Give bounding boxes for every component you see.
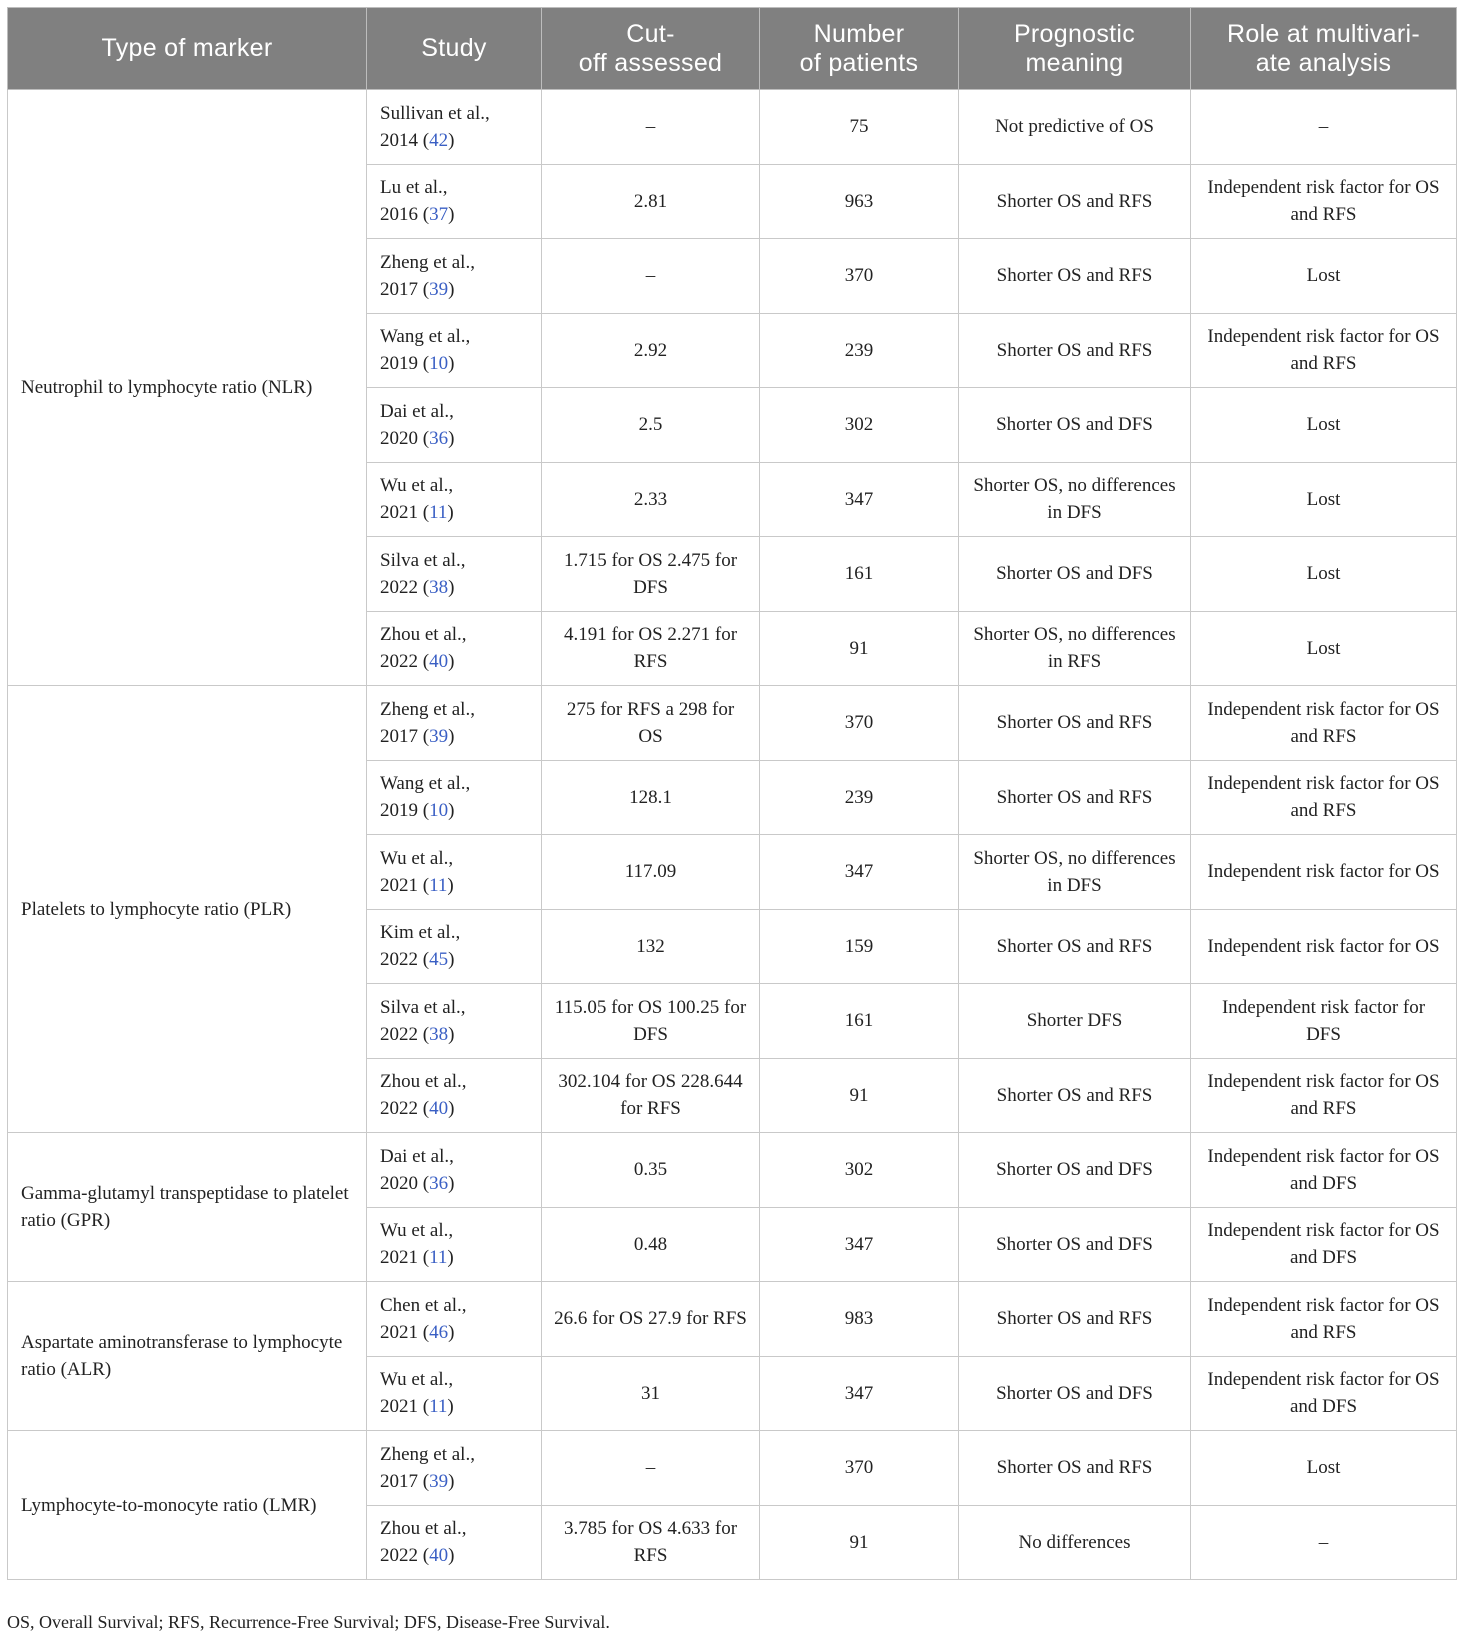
multivariate-role-cell: Independent risk factor for OS and RFS [1191,313,1457,388]
multivariate-role-cell: Independent risk factor for OS [1191,835,1457,910]
study-authors: Wu et al., [380,1369,454,1391]
study-year: 2022 [380,1023,418,1045]
multivariate-role-cell: – [1191,90,1457,165]
prognostic-meaning-cell: Shorter OS and DFS [959,537,1191,612]
study-authors: Wang et al., [380,326,471,348]
table-header-row [8,8,1457,90]
study-year: 2020 [380,1172,418,1194]
study-cell: Zheng et al., 2017 (39) [367,239,542,314]
reference-link[interactable]: 46 [429,1321,449,1343]
table-container [7,7,1456,1580]
patients-cell: 347 [760,1207,959,1282]
prognostic-meaning-cell: Shorter OS and RFS [959,164,1191,239]
reference-link[interactable]: 40 [429,1098,449,1120]
multivariate-role-cell: Lost [1191,239,1457,314]
multivariate-role-cell: Independent risk factor for OS and RFS [1191,1282,1457,1357]
reference-link[interactable]: 11 [429,502,448,524]
reference-link[interactable]: 45 [429,949,449,971]
multivariate-role-cell: Independent risk factor for OS and RFS [1191,1058,1457,1133]
patients-cell: 370 [760,686,959,761]
prognostic-meaning-cell: Shorter OS, no differences in RFS [959,611,1191,686]
study-year: 2021 [380,1396,418,1418]
study-authors: Zhou et al., [380,1518,467,1540]
reference-link[interactable]: 10 [429,800,449,822]
patients-cell: 302 [760,1133,959,1208]
prognostic-meaning-cell: Shorter OS and RFS [959,313,1191,388]
prognostic-meaning-cell: Shorter OS, no differences in DFS [959,462,1191,537]
study-year: 2017 [380,725,418,747]
study-year: 2019 [380,353,418,375]
patients-cell: 370 [760,1431,959,1506]
reference-link[interactable]: 36 [429,1172,449,1194]
prognostic-meaning-cell: Shorter OS and RFS [959,1058,1191,1133]
patients-cell: 75 [760,90,959,165]
prognostic-meaning-cell: Shorter OS and DFS [959,1133,1191,1208]
study-year: 2017 [380,278,418,300]
prognostic-meaning-cell: Shorter OS and RFS [959,909,1191,984]
study-year: 2021 [380,502,418,524]
study-cell: Dai et al., 2020 (36) [367,1133,542,1208]
marker-type-cell: Neutrophil to lymphocyte ratio (NLR) [8,90,367,686]
marker-type-cell: Aspartate aminotransferase to lymphocyte ratio (ALR) [8,1282,367,1431]
study-cell: Wu et al., 2021 (11) [367,835,542,910]
study-authors: Chen et al., [380,1294,467,1316]
study-authors: Zhou et al., [380,1071,467,1093]
prognostic-meaning-cell: Shorter OS and DFS [959,1207,1191,1282]
patients-cell: 91 [760,1505,959,1580]
study-year: 2014 [380,129,418,151]
study-cell: Wu et al., 2021 (11) [367,462,542,537]
multivariate-role-cell: Lost [1191,611,1457,686]
reference-link[interactable]: 38 [429,576,449,598]
study-year: 2021 [380,1247,418,1269]
patients-cell: 302 [760,388,959,463]
study-cell: Zheng et al., 2017 (39) [367,1431,542,1506]
patients-cell: 159 [760,909,959,984]
multivariate-role-cell: Lost [1191,462,1457,537]
multivariate-role-cell: Independent risk factor for OS and RFS [1191,686,1457,761]
study-year: 2022 [380,1545,418,1567]
cutoff-cell: 0.48 [542,1207,760,1282]
prognostic-meaning-cell: Shorter OS and RFS [959,760,1191,835]
study-cell: Sullivan et al., 2014 (42) [367,90,542,165]
multivariate-role-cell: Lost [1191,537,1457,612]
study-authors: Wu et al., [380,1220,454,1242]
study-year: 2022 [380,1098,418,1120]
reference-link[interactable]: 11 [429,1396,448,1418]
multivariate-role-cell: Independent risk factor for OS and DFS [1191,1133,1457,1208]
prognostic-meaning-cell: Shorter OS and RFS [959,686,1191,761]
table-footnote: OS, Overall Survival; RFS, Recurrence-Free Survival; DFS, Disease-Free Survival. [7,1612,610,1632]
reference-link[interactable]: 40 [429,651,449,673]
marker-type-cell: Platelets to lymphocyte ratio (PLR) [8,686,367,1133]
multivariate-role-cell: Independent risk factor for OS and RFS [1191,164,1457,239]
prognostic-meaning-cell: Shorter OS and RFS [959,1431,1191,1506]
patients-cell: 91 [760,611,959,686]
multivariate-role-cell: Independent risk factor for OS and DFS [1191,1356,1457,1431]
study-authors: Zhou et al., [380,624,467,646]
multivariate-role-cell: – [1191,1505,1457,1580]
marker-type-cell: Lymphocyte-to-monocyte ratio (LMR) [8,1431,367,1580]
prognostic-meaning-cell: Not predictive of OS [959,90,1191,165]
patients-cell: 347 [760,835,959,910]
study-authors: Zheng et al., [380,1443,475,1465]
multivariate-role-cell: Independent risk factor for DFS [1191,984,1457,1059]
patients-cell: 239 [760,313,959,388]
study-year: 2016 [380,204,418,226]
header-number-of-patients: Number of patients [760,8,959,90]
cutoff-cell: 2.81 [542,164,760,239]
cutoff-cell: – [542,90,760,165]
cutoff-cell: 26.6 for OS 27.9 for RFS [542,1282,760,1357]
reference-link[interactable]: 37 [429,204,449,226]
study-authors: Silva et al., [380,549,466,571]
study-authors: Silva et al., [380,996,466,1018]
cutoff-cell: 3.785 for OS 4.633 for RFS [542,1505,760,1580]
prognostic-meaning-cell: Shorter OS, no differences in DFS [959,835,1191,910]
study-authors: Wu et al., [380,847,454,869]
study-cell: Zhou et al., 2022 (40) [367,611,542,686]
cutoff-cell: 302.104 for OS 228.644 for RFS [542,1058,760,1133]
patients-cell: 347 [760,462,959,537]
study-year: 2021 [380,874,418,896]
table-row [8,686,1457,761]
table-row [8,90,1457,165]
multivariate-role-cell: Lost [1191,388,1457,463]
header-role-multivariate: Role at multivari- ate analysis [1191,8,1457,90]
reference-link[interactable]: 39 [429,1470,449,1492]
reference-link[interactable]: 39 [429,725,449,747]
study-year: 2020 [380,427,418,449]
multivariate-role-cell: Lost [1191,1431,1457,1506]
header-prognostic-meaning: Prognostic meaning [959,8,1191,90]
study-cell: Silva et al., 2022 (38) [367,537,542,612]
study-authors: Wu et al., [380,475,454,497]
study-cell: Zhou et al., 2022 (40) [367,1058,542,1133]
study-authors: Zheng et al., [380,251,475,273]
prognostic-meaning-cell: Shorter OS and RFS [959,239,1191,314]
study-cell: Wu et al., 2021 (11) [367,1356,542,1431]
patients-cell: 161 [760,984,959,1059]
patients-cell: 370 [760,239,959,314]
cutoff-cell: 132 [542,909,760,984]
patients-cell: 983 [760,1282,959,1357]
patients-cell: 963 [760,164,959,239]
markers-table [7,7,1457,1580]
patients-cell: 161 [760,537,959,612]
study-authors: Kim et al., [380,922,461,944]
cutoff-cell: 1.715 for OS 2.475 for DFS [542,537,760,612]
study-year: 2021 [380,1321,418,1343]
study-cell: Zheng et al., 2017 (39) [367,686,542,761]
prognostic-meaning-cell: Shorter OS and DFS [959,1356,1191,1431]
patients-cell: 91 [760,1058,959,1133]
study-cell: Wang et al., 2019 (10) [367,760,542,835]
study-cell: Lu et al., 2016 (37) [367,164,542,239]
study-cell: Dai et al., 2020 (36) [367,388,542,463]
table-body [8,90,1457,1580]
cutoff-cell: 0.35 [542,1133,760,1208]
reference-link[interactable]: 39 [429,278,449,300]
cutoff-cell: 4.191 for OS 2.271 for RFS [542,611,760,686]
study-authors: Zheng et al., [380,698,475,720]
multivariate-role-cell: Independent risk factor for OS [1191,909,1457,984]
cutoff-cell: 117.09 [542,835,760,910]
prognostic-meaning-cell: No differences [959,1505,1191,1580]
study-authors: Dai et al., [380,400,454,422]
marker-type-cell: Gamma-glutamyl transpeptidase to platelet ratio (GPR) [8,1133,367,1282]
cutoff-cell: 115.05 for OS 100.25 for DFS [542,984,760,1059]
reference-link[interactable]: 42 [429,129,449,151]
study-cell: Kim et al., 2022 (45) [367,909,542,984]
study-year: 2017 [380,1470,418,1492]
study-authors: Wang et al., [380,773,471,795]
study-year: 2022 [380,576,418,598]
study-authors: Sullivan et al., [380,102,490,124]
cutoff-cell: 275 for RFS a 298 for OS [542,686,760,761]
table-row [8,1431,1457,1506]
patients-cell: 347 [760,1356,959,1431]
header-cutoff: Cut- off assessed [542,8,760,90]
header-study: Study [367,8,542,90]
cutoff-cell: 2.92 [542,313,760,388]
study-authors: Dai et al., [380,1145,454,1167]
cutoff-cell: 128.1 [542,760,760,835]
cutoff-cell: 2.33 [542,462,760,537]
study-cell: Chen et al., 2021 (46) [367,1282,542,1357]
prognostic-meaning-cell: Shorter OS and DFS [959,388,1191,463]
study-cell: Silva et al., 2022 (38) [367,984,542,1059]
cutoff-cell: – [542,239,760,314]
reference-link[interactable]: 36 [429,427,449,449]
prognostic-meaning-cell: Shorter DFS [959,984,1191,1059]
reference-link[interactable]: 11 [429,874,448,896]
cutoff-cell: 31 [542,1356,760,1431]
study-authors: Lu et al., [380,177,448,199]
header-type-of-marker: Type of marker [8,8,367,90]
study-year: 2022 [380,949,418,971]
multivariate-role-cell: Independent risk factor for OS and DFS [1191,1207,1457,1282]
multivariate-role-cell: Independent risk factor for OS and RFS [1191,760,1457,835]
study-cell: Zhou et al., 2022 (40) [367,1505,542,1580]
study-year: 2022 [380,651,418,673]
study-year: 2019 [380,800,418,822]
cutoff-cell: – [542,1431,760,1506]
patients-cell: 239 [760,760,959,835]
table-row [8,1282,1457,1357]
reference-link[interactable]: 11 [429,1247,448,1269]
cutoff-cell: 2.5 [542,388,760,463]
reference-link[interactable]: 40 [429,1545,449,1567]
reference-link[interactable]: 38 [429,1023,449,1045]
table-row [8,1133,1457,1208]
reference-link[interactable]: 10 [429,353,449,375]
study-cell: Wu et al., 2021 (11) [367,1207,542,1282]
study-cell: Wang et al., 2019 (10) [367,313,542,388]
prognostic-meaning-cell: Shorter OS and RFS [959,1282,1191,1357]
